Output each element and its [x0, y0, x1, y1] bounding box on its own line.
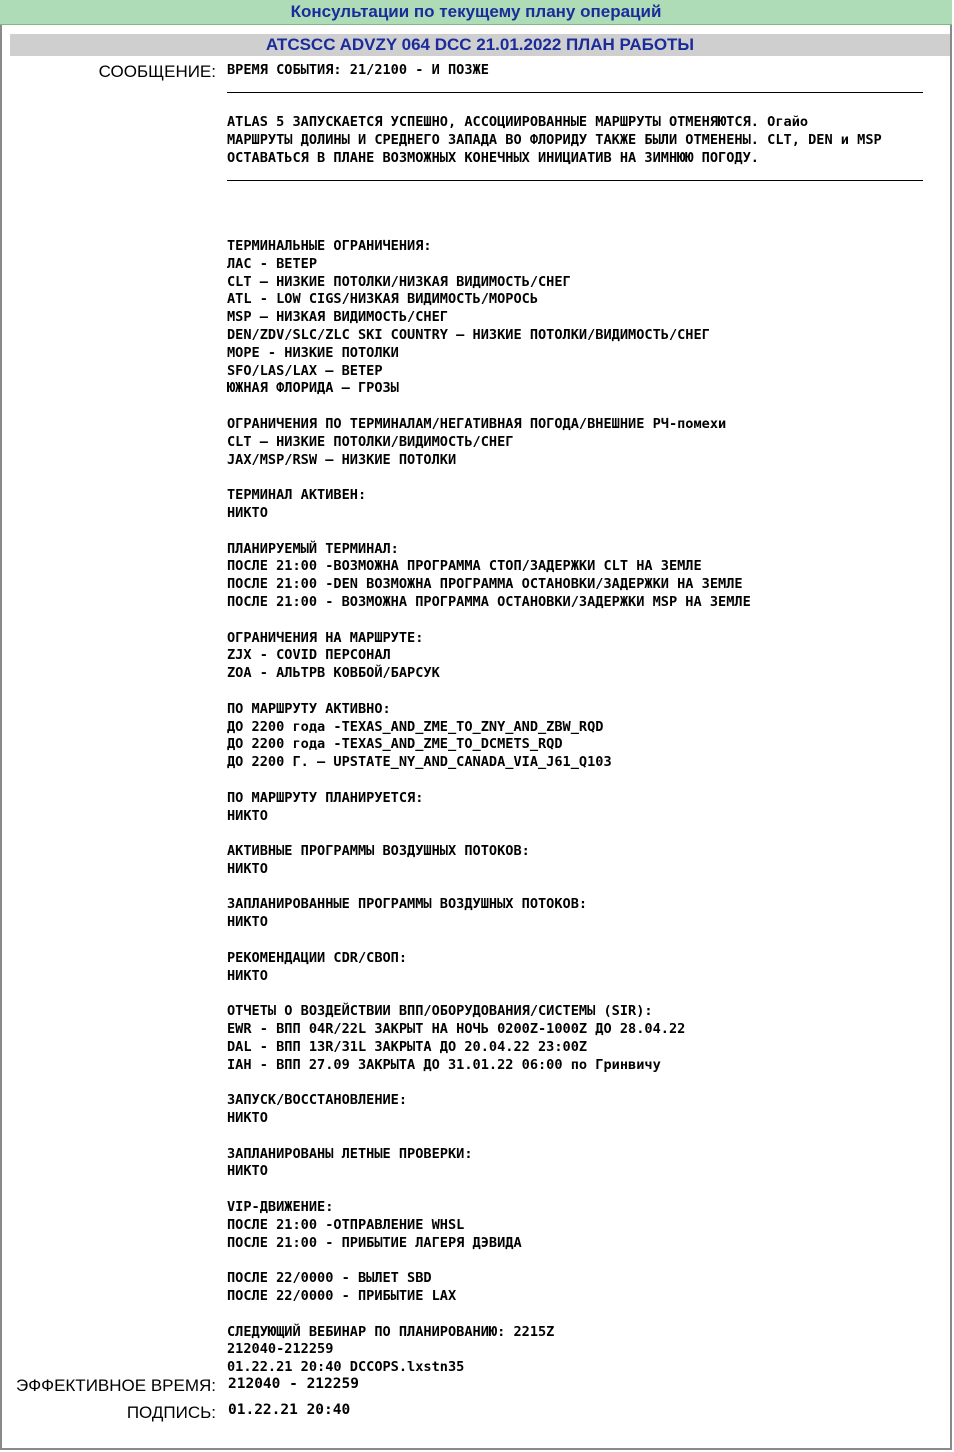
message-line: EWR - ВПП 04R/22L ЗАКРЫТ НА НОЧЬ 0200Z-1000Z ДО 28.04.22: [227, 1021, 686, 1038]
message-line: [227, 932, 751, 950]
message-line: [227, 1074, 751, 1092]
message-line: CLT – НИЗКИЕ ПОТОЛКИ/НИЗКАЯ ВИДИМОСТЬ/СНЕГ: [227, 273, 571, 290]
message-line: ПОСЛЕ 21:00 - ВОЗМОЖНА ПРОГРАММА ОСТАНОВКИ/ЗАДЕРЖКИ MSP НА ЗЕМЛЕ: [227, 593, 751, 610]
message-line: [227, 523, 751, 541]
message-label: СООБЩЕНИЕ:: [98, 62, 216, 81]
message-line: НИКТО: [227, 504, 268, 521]
message-line: [227, 985, 751, 1003]
message-line: DAL - ВПП 13R/31L ЗАКРЫТА ДО 20.04.22 23:00Z: [227, 1038, 588, 1055]
message-line: [227, 772, 751, 790]
message-line: ЛАС - ВЕТЕР: [227, 255, 318, 272]
summary-block: [227, 114, 882, 167]
message-line: ОГРАНИЧЕНИЯ НА МАРШРУТЕ:: [227, 629, 424, 646]
message-line: ПЛАНИРУЕМЫЙ ТЕРМИНАЛ:: [227, 540, 399, 557]
message-line: ZOA - АЛЬТРВ КОВБОЙ/БАРСУК: [227, 665, 440, 682]
message-line: ПОСЛЕ 22/0000 - ВЫЛЕТ SBD: [227, 1270, 432, 1287]
signature-value: 01.22.21 20:40: [228, 1402, 351, 1418]
signature-label: ПОДПИСЬ:: [126, 1403, 216, 1422]
message-line: [227, 683, 751, 701]
message-line: ДО 2200 года -TEXAS_AND_ZME_TO_DCMETS_RQD: [227, 736, 563, 753]
message-line: ЗАПЛАНИРОВАНЫ ЛЕТНЫЕ ПРОВЕРКИ:: [227, 1145, 473, 1162]
message-line: НИКТО: [227, 807, 268, 824]
message-line: ДО 2200 Г. – UPSTATE_NY_AND_CANADA_VIA_J61_Q103: [227, 754, 612, 771]
message-line: ПО МАРШРУТУ ПЛАНИРУЕТСЯ:: [227, 789, 424, 806]
effective-value: 212040 - 212259: [228, 1376, 359, 1392]
message-line: 212040-212259: [227, 1341, 334, 1358]
message-line: [227, 1181, 751, 1199]
message-line: [227, 825, 751, 843]
message-line: 01.22.21 20:40 DCCOPS.lxstn35: [227, 1359, 465, 1376]
message-line: ПОСЛЕ 21:00 -ОТПРАВЛЕНИЕ WHSL: [227, 1216, 465, 1233]
message-line: SFO/LAS/LAX – ВЕТЕР: [227, 362, 383, 379]
message-line: ПОСЛЕ 21:00 - ПРИБЫТИЕ ЛАГЕРЯ ДЭВИДА: [227, 1234, 522, 1251]
summary-line: ATLAS 5 ЗАПУСКАЕТСЯ УСПЕШНО, АССОЦИИРОВАННЫЕ МАРШРУТЫ ОТМЕНЯЮТСЯ. Огайо: [227, 114, 809, 130]
message-line: ПОСЛЕ 21:00 -DEN ВОЗМОЖНА ПРОГРАММА ОСТАНОВКИ/ЗАДЕРЖКИ НА ЗЕМЛЕ: [227, 576, 743, 593]
message-line: ПОСЛЕ 21:00 -ВОЗМОЖНА ПРОГРАММА СТОП/ЗАДЕРЖКИ CLT НА ЗЕМЛЕ: [227, 558, 702, 575]
divider-bottom: [227, 180, 923, 181]
message-line: НИКТО: [227, 1110, 268, 1127]
advisory-title: ATCSCC ADVZY 064 DCC 21.01.2022 ПЛАН РАБОТЫ: [10, 34, 950, 56]
page-title: Консультации по текущему плану операций: [0, 0, 952, 25]
message-line: РЕКОМЕНДАЦИИ CDR/СВОП:: [227, 949, 408, 966]
message-line: [227, 1252, 751, 1270]
message-line: ПО МАРШРУТУ АКТИВНО:: [227, 700, 391, 717]
message-line: ОТЧЕТЫ О ВОЗДЕЙСТВИИ ВПП/ОБОРУДОВАНИЯ/СИСТЕМЫ (SIR):: [227, 1003, 653, 1020]
message-line: ЗАПУСК/ВОССТАНОВЛЕНИЕ:: [227, 1092, 408, 1109]
message-line: [227, 398, 751, 416]
message-line: DEN/ZDV/SLC/ZLC SKI COUNTRY – НИЗКИЕ ПОТОЛКИ/ВИДИМОСТЬ/СНЕГ: [227, 326, 710, 343]
event-time: ВРЕМЯ СОБЫТИЯ: 21/2100 - И ПОЗЖЕ: [227, 62, 489, 78]
message-line: [227, 469, 751, 487]
summary-line: ОСТАВАТЬСЯ В ПЛАНЕ ВОЗМОЖНЫХ КОНЕЧНЫХ ИНИЦИАТИВ НА ЗИМНЮЮ ПОГОДУ.: [227, 149, 759, 166]
message-line: [227, 1306, 751, 1324]
message-line: ОГРАНИЧЕНИЯ ПО ТЕРМИНАЛАМ/НЕГАТИВНАЯ ПОГОДА/ВНЕШНИЕ РЧ-помехи: [227, 415, 727, 432]
message-line: НИКТО: [227, 1163, 268, 1180]
message-line: JAX/MSP/RSW – НИЗКИЕ ПОТОЛКИ: [227, 451, 457, 468]
message-line: ТЕРМИНАЛ АКТИВЕН:: [227, 487, 367, 504]
message-line: МОРЕ - НИЗКИЕ ПОТОЛКИ: [227, 344, 399, 361]
message-body: [227, 238, 751, 1377]
message-line: ТЕРМИНАЛЬНЫЕ ОГРАНИЧЕНИЯ:: [227, 238, 432, 254]
message-line: СЛЕДУЮЩИЙ ВЕБИНАР ПО ПЛАНИРОВАНИЮ: 2215Z: [227, 1323, 555, 1340]
message-line: ЮЖНАЯ ФЛОРИДА – ГРОЗЫ: [227, 380, 399, 397]
message-line: [227, 1128, 751, 1146]
summary-line: МАРШРУТЫ ДОЛИНЫ И СРЕДНЕГО ЗАПАДА ВО ФЛОРИДУ ТАКЖЕ БЫЛИ ОТМЕНЕНЫ. CLT, DEN и MSP: [227, 131, 882, 148]
message-line: НИКТО: [227, 860, 268, 877]
message-line: НИКТО: [227, 967, 268, 984]
message-line: ДО 2200 года -TEXAS_AND_ZME_TO_ZNY_AND_ZBW_RQD: [227, 718, 604, 735]
message-line: НИКТО: [227, 914, 268, 931]
message-line: ПОСЛЕ 22/0000 - ПРИБЫТИЕ LAX: [227, 1288, 457, 1305]
message-line: ATL - LOW CIGS/НИЗКАЯ ВИДИМОСТЬ/МОРОСЬ: [227, 291, 538, 308]
message-line: MSP — НИЗКАЯ ВИДИМОСТЬ/СНЕГ: [227, 309, 448, 326]
message-line: IAH - ВПП 27.09 ЗАКРЫТА ДО 31.01.22 06:00 по Гринвичу: [227, 1056, 661, 1073]
message-line: ЗАПЛАНИРОВАННЫЕ ПРОГРАММЫ ВОЗДУШНЫХ ПОТОКОВ:: [227, 896, 588, 913]
message-line: [227, 879, 751, 897]
effective-label: ЭФФЕКТИВНОЕ ВРЕМЯ:: [16, 1376, 216, 1395]
message-line: [227, 612, 751, 630]
message-line: ZJX - COVID ПЕРСОНАЛ: [227, 647, 391, 664]
message-line: VIP-ДВИЖЕНИЕ:: [227, 1199, 334, 1216]
message-line: CLT — НИЗКИЕ ПОТОЛКИ/ВИДИМОСТЬ/СНЕГ: [227, 433, 514, 450]
divider-top: [227, 92, 923, 93]
message-line: АКТИВНЫЕ ПРОГРАММЫ ВОЗДУШНЫХ ПОТОКОВ:: [227, 843, 530, 860]
